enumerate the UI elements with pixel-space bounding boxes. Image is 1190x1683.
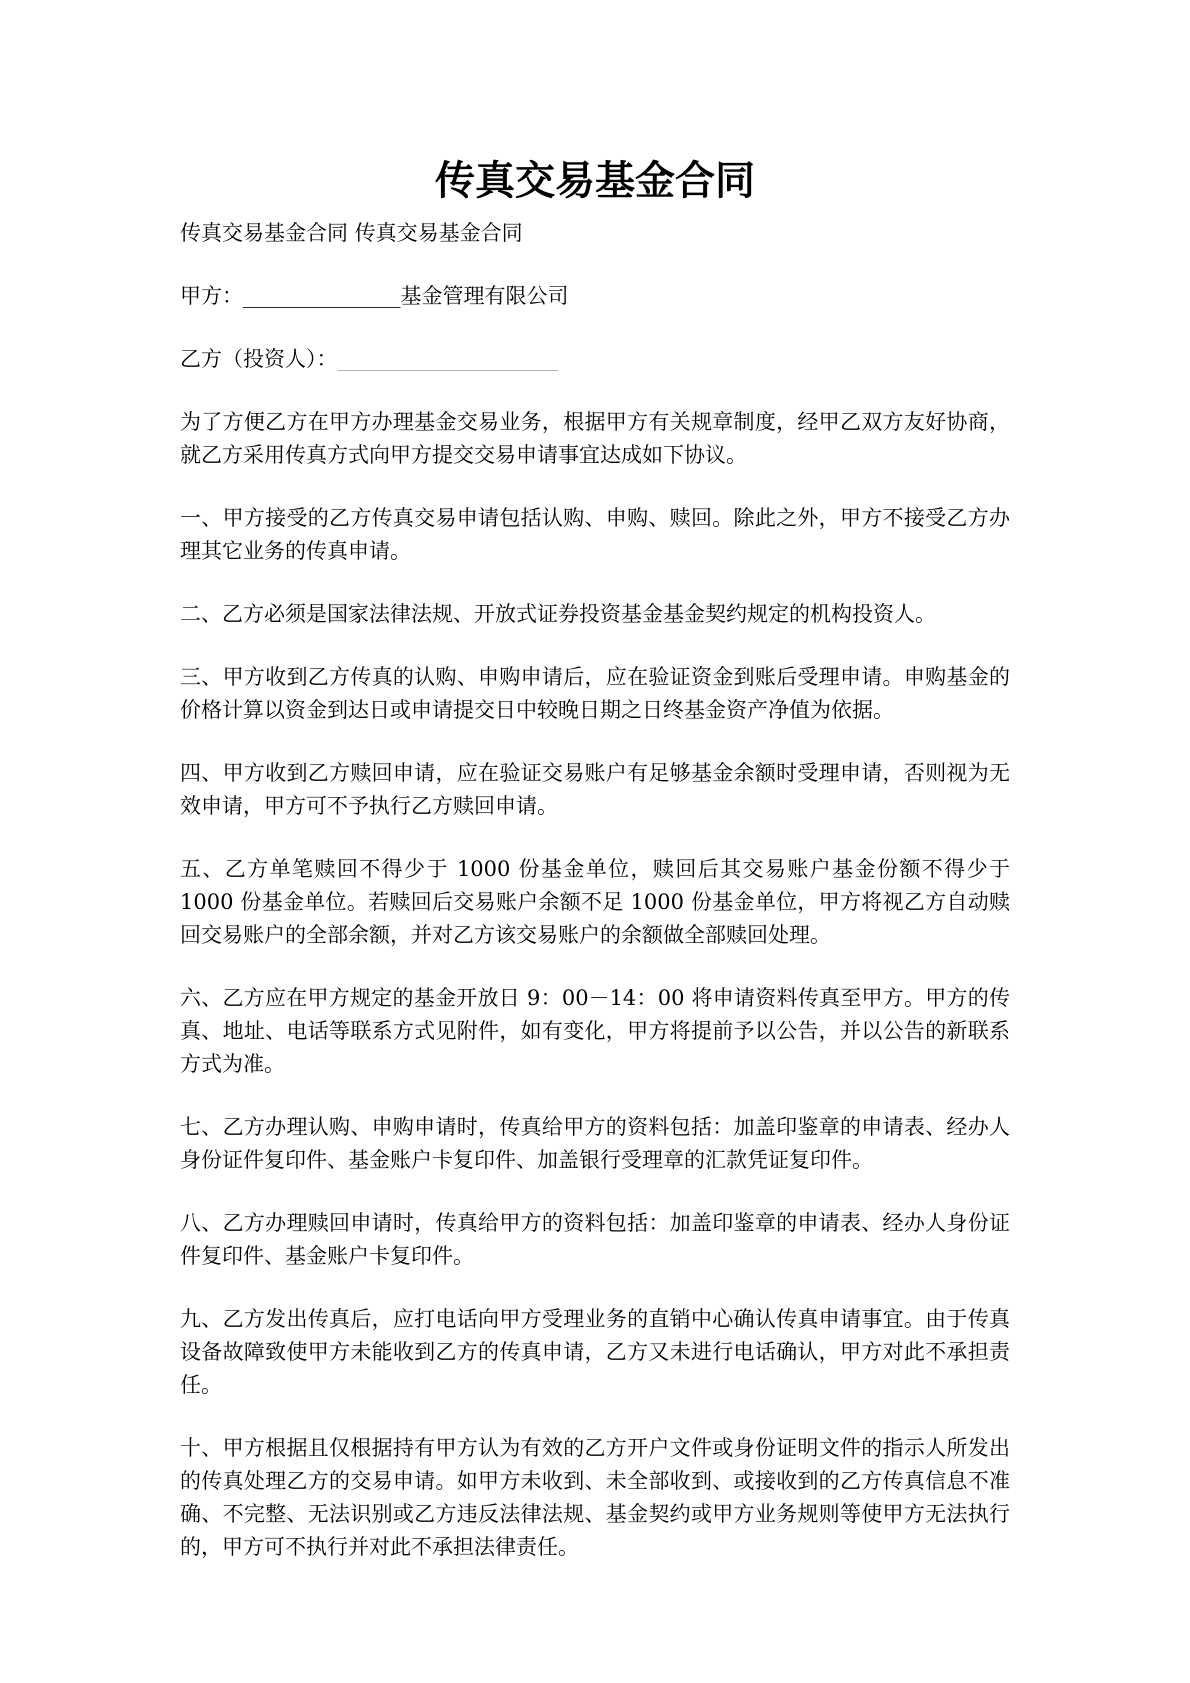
clause-7: 七、乙方办理认购、申购申请时，传真给甲方的资料包括：加盖印鉴章的申请表、经办人身份证件复印件、基金账户卡复印件、加盖银行受理章的汇款凭证复印件。 bbox=[180, 1115, 1010, 1172]
clause-8: 八、乙方办理赎回申请时，传真给甲方的资料包括：加盖印鉴章的申请表、经办人身份证件复印件、基金账户卡复印件。 bbox=[180, 1211, 1010, 1268]
clause-10: 十、甲方根据且仅根据持有甲方认为有效的乙方开户文件或身份证明文件的指示人所发出的传真处理乙方的交易申请。如甲方未收到、未全部收到、或接收到的乙方传真信息不准确、不完整、无法识别或乙方违反法律法规、基金契约或甲方业务规则等使甲方无法执行的，甲方可不执行并对此不承担法律责任。 bbox=[180, 1436, 1010, 1559]
document-title: 传真交易基金合同 bbox=[435, 157, 755, 204]
clause-1: 一、甲方接受的乙方传真交易申请包括认购、申购、赎回。除此之外，甲方不接受乙方办理其它业务的传真申请。 bbox=[180, 506, 1010, 563]
party-b-label: 乙方（投资人）： bbox=[180, 347, 338, 371]
document-subtitle: 传真交易基金合同 传真交易基金合同 bbox=[180, 221, 523, 245]
party-a-label: 甲方： bbox=[180, 284, 243, 308]
party-b-line bbox=[180, 343, 1010, 376]
clause-4: 四、甲方收到乙方赎回申请，应在验证交易账户有足够基金余额时受理申请，否则视为无效申请，甲方可不予执行乙方赎回申请。 bbox=[180, 761, 1010, 818]
clause-9: 九、乙方发出传真后，应打电话向甲方受理业务的直销中心确认传真申请事宜。由于传真设备故障致使甲方未能收到乙方的传真申请，乙方又未进行电话确认，甲方对此不承担责任。 bbox=[180, 1307, 1010, 1397]
clause-3: 三、甲方收到乙方传真的认购、申购申请后，应在验证资金到账后受理申请。申购基金的价格计算以资金到达日或申请提交日中较晚日期之日终基金资产净值为依据。 bbox=[180, 665, 1010, 722]
clause-6: 六、乙方应在甲方规定的基金开放日 9：00－14：00 将申请资料传真至甲方。甲方的传真、地址、电话等联系方式见附件，如有变化，甲方将提前予以公告，并以公告的新联系方式为准。 bbox=[180, 986, 1010, 1076]
intro-paragraph: 为了方便乙方在甲方办理基金交易业务，根据甲方有关规章制度，经甲乙双方友好协商，就乙方采用传真方式向甲方提交交易申请事宜达成如下协议。 bbox=[180, 410, 1010, 467]
party-a-blank: _______________ bbox=[243, 284, 401, 308]
party-a-suffix: 基金管理有限公司 bbox=[400, 284, 569, 308]
party-b-blank: _____________________ bbox=[337, 347, 558, 371]
party-a-line bbox=[180, 280, 1010, 313]
clause-2: 二、乙方必须是国家法律法规、开放式证券投资基金基金契约规定的机构投资人。 bbox=[180, 602, 936, 626]
clause-5: 五、乙方单笔赎回不得少于 1000 份基金单位，赎回后其交易账户基金份额不得少于 1000 份基金单位。若赎回后交易账户余额不足 1000 份基金单位，甲方将视乙方自动赎回交易账户的全部余额，并对乙方该交易账户的余额做全部赎回处理。 bbox=[180, 857, 1010, 947]
